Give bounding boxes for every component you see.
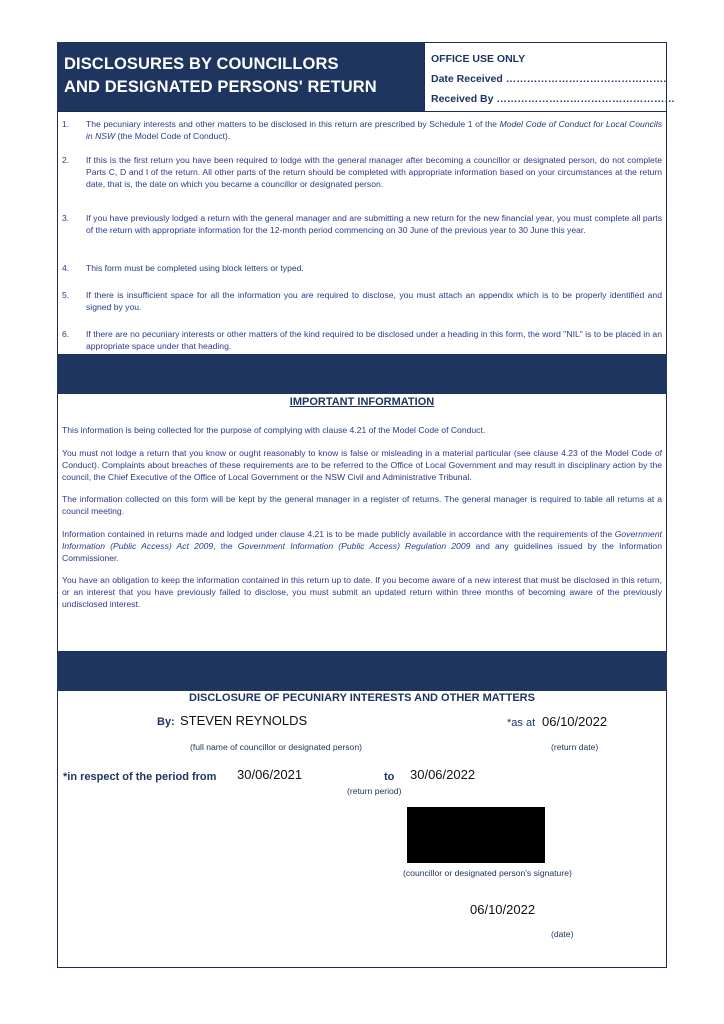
important-paragraph: This information is being collected for the purpose of complying with clause 4.21 of the Model Code of Conduct. [62, 425, 486, 435]
return-date-field[interactable]: 06/10/2022 [542, 714, 608, 729]
instruction-item [62, 118, 662, 142]
by-label: By: [157, 716, 175, 728]
instruction-item [62, 262, 662, 274]
instruction-item [62, 154, 662, 190]
period-caption: (return period) [347, 786, 402, 796]
instruction-number: 4. [62, 263, 70, 273]
header-divider [57, 111, 667, 112]
instruction-number: 6. [62, 329, 70, 339]
date-received-field: Date Received ………………………………………. [431, 73, 667, 85]
instruction-number: 3. [62, 213, 70, 223]
return-date-caption: (return date) [551, 742, 599, 752]
instruction-item [62, 328, 662, 352]
instruction-number: 1. [62, 119, 70, 129]
instruction-item [62, 212, 662, 236]
instruction-text: If this is the first return you have been required to lodge with the general manager after becoming a councillor or designated person, do not complete Parts C, D and I of the return. All other parts of the return should be completed with appropriate information based on your circumstances at the return date, that is, the date on which you became a councillor or designated person. [86, 155, 662, 189]
important-information-section [62, 396, 662, 621]
important-paragraph: You must not lodge a return that you know or ought reasonably to know is false or misleading in a material particular (see clause 4.23 of the Model Code of Conduct). Complaints about breaches of these requirements are to be referred to the Office of Local Government and may result in disciplinary action by the council, the Chief Executive of the Office of Local Government or the NSW Civil and Administrative Tribunal. [62, 447, 662, 482]
important-heading: IMPORTANT INFORMATION [289, 396, 435, 408]
period-to-field[interactable]: 30/06/2022 [410, 767, 476, 782]
important-paragraph: The information collected on this form will be kept by the general manager in a register of returns. The general manager is required to table all returns at a council meeting. [62, 494, 662, 516]
instruction-text: If you have previously lodged a return with the general manager and are submitting a new return for the new financial year, you must complete all parts of the return with appropriate information for the 12-month period commencing on 30 June of the previous year to 30 June this year. [86, 213, 662, 235]
date-caption: (date) [551, 929, 574, 939]
instruction-number: 2. [62, 155, 70, 165]
period-label: *in respect of the period from [63, 771, 217, 783]
name-caption: (full name of councillor or designated person) [190, 742, 362, 752]
instruction-item [62, 289, 662, 313]
office-use-label: OFFICE USE ONLY [431, 53, 526, 65]
form-title-line1: DISCLOSURES BY COUNCILLORS [64, 55, 339, 73]
instruction-number: 5. [62, 290, 70, 300]
instruction-text: If there are no pecuniary interests or other matters of the kind required to be disclosed under a heading in this form, the word "NIL" is to be placed in an appropriate space under that heading. [86, 329, 662, 351]
office-use-box [424, 42, 675, 111]
instruction-text: This form must be completed using block letters or typed. [86, 263, 304, 273]
disclosure-heading: DISCLOSURE OF PECUNIARY INTERESTS AND OTHER MATTERS [189, 692, 535, 704]
period-from-field[interactable]: 30/06/2021 [237, 767, 303, 782]
section-divider-band [57, 354, 667, 394]
instruction-text: If there is insufficient space for all the information you are required to disclose, you must attach an appendix which is to be properly identified and signed by you. [86, 290, 662, 312]
form-title-banner [57, 42, 424, 111]
period-to-label: to [384, 771, 395, 783]
name-field[interactable]: STEVEN REYNOLDS [180, 713, 308, 728]
section-divider-band [57, 651, 667, 691]
signature-date-field[interactable]: 06/10/2022 [470, 902, 536, 917]
signature-caption: (councillor or designated person's signature) [403, 868, 572, 878]
important-paragraph: You have an obligation to keep the information contained in this return up to date. If you become aware of a new interest that must be disclosed in this return, or an interest that you have previously failed to disclose, you must submit an updated return within three months of becoming aware of the previously undisclosed interest. [62, 575, 662, 609]
form-title-line2: AND DESIGNATED PERSONS' RETURN [64, 78, 377, 96]
instruction-text: The pecuniary interests and other matters to be disclosed in this return are prescribed by Schedule 1 of the Model Code of Conduct for Local Councils in NSW (the Model Code of Conduct). [86, 119, 663, 141]
received-by-field: Received By …………………………………………… [431, 93, 675, 105]
important-paragraph: Information contained in returns made and lodged under clause 4.21 is to be made publicly available in accordance with the requirements of the Government Information (Public Access) Act 2009, the Government Information (Public Access) Regulation 2009 and any guidelines issued by the Information Commissioner. [62, 528, 662, 563]
as-at-label: *as at [507, 717, 536, 729]
redacted-signature [407, 807, 545, 863]
